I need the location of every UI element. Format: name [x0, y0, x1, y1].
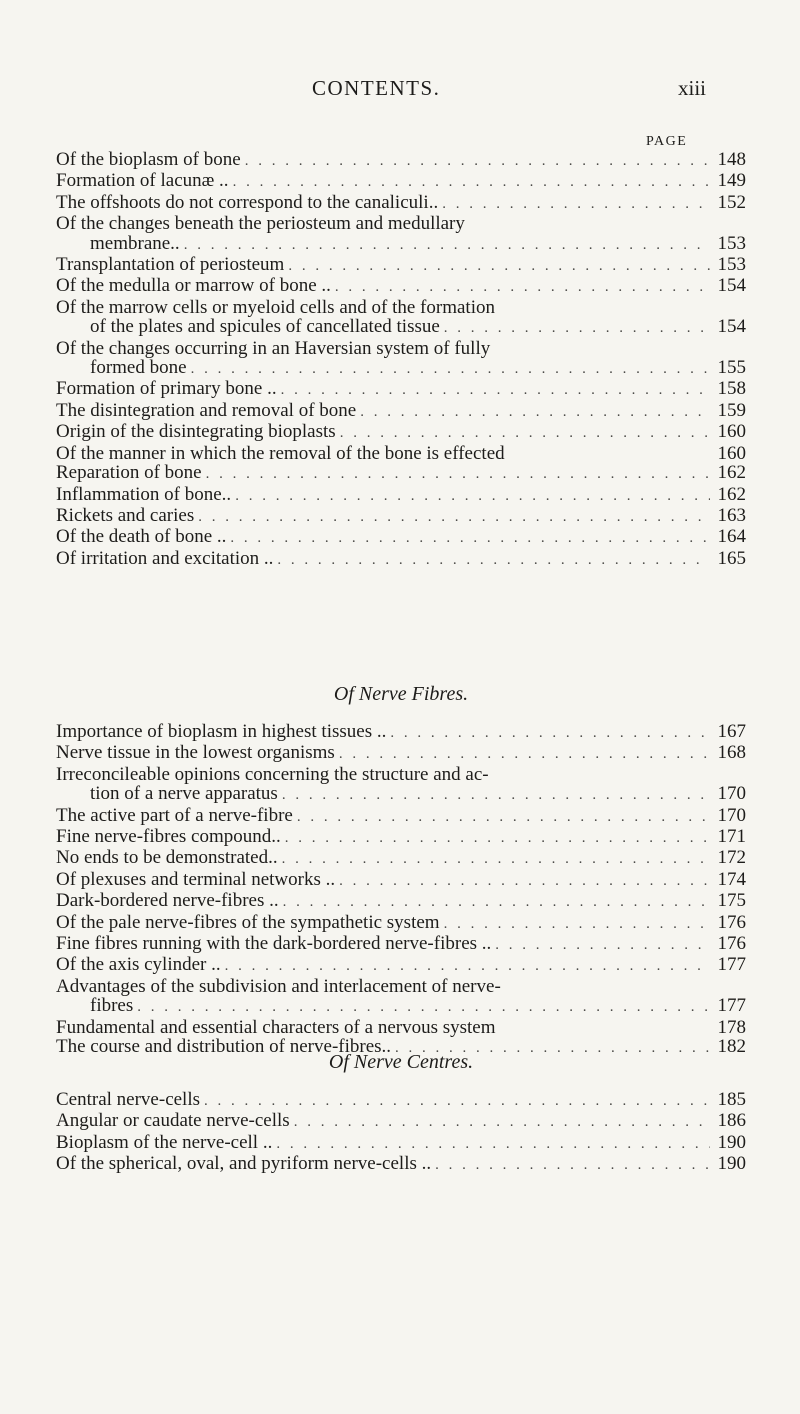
toc-entry: [56, 339, 746, 358]
toc-entry-title: tion of a nerve apparatus: [90, 783, 278, 805]
section-heading-nerve-fibres: Of Nerve Fibres.: [333, 683, 469, 705]
dot-leader: [284, 257, 710, 276]
toc-entry-title: Importance of bioplasm in highest tissues ..: [56, 721, 387, 742]
toc-entry-page: 175: [717, 890, 746, 912]
toc-entry-page: 177: [717, 954, 746, 976]
dot-leader: [278, 786, 710, 805]
toc-entry: [56, 1133, 746, 1154]
toc-entry-title: Of the bioplasm of bone: [56, 149, 241, 170]
toc-entry: [56, 996, 746, 1017]
toc-entry-title: Angular or caudate nerve-cells: [56, 1110, 290, 1132]
page-number: xiii: [678, 76, 707, 100]
toc-entry-title: Central nerve-cells: [56, 1089, 201, 1110]
toc-entry-title: Advantages of the subdivision and interlacement of nerve-: [56, 975, 501, 997]
toc-entry-title: The course and distribution of nerve-fibres..: [56, 1036, 392, 1058]
toc-entry: [56, 193, 746, 214]
toc-entry-title: Of the medulla or marrow of bone ..: [56, 275, 331, 297]
running-title: CONTENTS.: [312, 76, 441, 100]
toc-section-nerve-fibres: [56, 722, 746, 1059]
dot-leader: [386, 724, 710, 743]
toc-entry: [56, 870, 746, 891]
toc-entry: [56, 848, 746, 869]
dot-leader: [241, 152, 710, 171]
dot-leader: [180, 236, 710, 255]
dot-leader: [293, 808, 710, 827]
toc-entry: [56, 1090, 746, 1111]
dot-leader: [331, 278, 710, 297]
toc-entry-page: 149: [717, 170, 746, 192]
toc-entry-page: 174: [717, 868, 746, 890]
toc-entry: [56, 934, 746, 955]
toc-entry-page: 190: [717, 1131, 746, 1153]
toc-entry: [56, 765, 746, 784]
dot-leader: [277, 381, 710, 400]
dot-leader: [231, 487, 710, 506]
toc-entry: [56, 444, 746, 463]
toc-entry: [56, 1018, 746, 1037]
toc-entry: [56, 401, 746, 422]
toc-entry-title: Of plexuses and terminal networks ..: [56, 868, 336, 890]
toc-entry-title: membrane..: [90, 232, 180, 254]
toc-entry-title: Of irritation and excitation ..: [56, 547, 274, 569]
toc-entry-title: Of the death of bone ..: [56, 526, 227, 548]
toc-entry-page: 160: [717, 442, 746, 464]
toc-entry-title: The active part of a nerve-fibre: [56, 804, 293, 826]
dot-leader: [279, 893, 710, 912]
toc-entry: [56, 1111, 746, 1132]
toc-entry-page: 186: [717, 1110, 746, 1132]
toc-entry-title: of the plates and spicules of cancellated tissue: [90, 316, 440, 338]
toc-entry-page: 190: [717, 1153, 746, 1175]
dot-leader: [356, 403, 710, 422]
toc-entry-page: 158: [717, 378, 746, 400]
toc-entry-title: Rickets and caries: [56, 504, 195, 526]
toc-entry-title: Dark-bordered nerve-fibres ..: [56, 890, 279, 912]
toc-entry-title: The disintegration and removal of bone: [56, 399, 357, 421]
toc-entry: [56, 150, 746, 171]
toc-entry-title: fibres: [90, 995, 134, 1017]
toc-entry-title: Of the changes occurring in an Haversian system of fully: [56, 337, 491, 359]
dot-leader: [278, 850, 710, 869]
toc-entry: [56, 234, 746, 255]
toc-entry: [56, 463, 746, 484]
toc-entry: [56, 255, 746, 276]
dot-leader: [335, 872, 710, 891]
toc-entry: [56, 743, 746, 764]
dot-leader: [202, 465, 710, 484]
toc-entry: [56, 422, 746, 443]
toc-entry-title: Formation of primary bone ..: [56, 378, 277, 400]
toc-entry-title: No ends to be demonstrated..: [56, 847, 278, 869]
dot-leader: [281, 829, 710, 848]
toc-entry-title: Bioplasm of the nerve-cell ..: [56, 1131, 273, 1153]
toc-entry-page: 162: [717, 462, 746, 484]
toc-entry-title: The offshoots do not correspond to the canaliculi..: [56, 191, 439, 213]
toc-entry-page: 185: [717, 1089, 746, 1110]
toc-entry: [56, 298, 746, 317]
toc-entry-title: Fine nerve-fibres compound..: [56, 826, 281, 848]
toc-entry: [56, 171, 746, 192]
dot-leader: [438, 195, 710, 214]
dot-leader: [200, 1092, 710, 1111]
toc-entry-page: 162: [717, 483, 746, 505]
dot-leader: [133, 998, 710, 1017]
toc-entry: [56, 784, 746, 805]
toc-entry-title: Of the marrow cells or myeloid cells and of the formation: [56, 296, 495, 318]
dot-leader: [335, 745, 710, 764]
toc-entry-page: 163: [717, 504, 746, 526]
toc-entry-page: 154: [717, 316, 746, 338]
toc-entry-page: 172: [717, 847, 746, 869]
toc-entry-page: 160: [717, 421, 746, 443]
toc-entry: [56, 827, 746, 848]
toc-entry-page: 170: [717, 804, 746, 826]
toc-entry-title: Origin of the disintegrating bioplasts: [56, 421, 336, 443]
toc-entry-page: 148: [717, 149, 746, 170]
toc-entry: [56, 317, 746, 338]
toc-entry: [56, 214, 746, 233]
toc-entry: [56, 527, 746, 548]
toc-entry-page: 182: [717, 1036, 746, 1058]
toc-entry-title: Fine fibres running with the dark-bordered nerve-fibres ..: [56, 933, 492, 955]
toc-entry-title: Nerve tissue in the lowest organisms: [56, 742, 335, 764]
toc-entry-page: 155: [717, 357, 746, 379]
toc-section-bone: [56, 150, 746, 570]
toc-entry-page: 167: [717, 721, 746, 742]
toc-entry-page: 154: [717, 275, 746, 297]
dot-leader: [194, 508, 710, 527]
toc-entry-title: Of the changes beneath the periosteum and medullary: [56, 213, 465, 235]
toc-entry: [56, 1154, 746, 1175]
page-header: [0, 76, 800, 106]
toc-entry-title: Inflammation of bone..: [56, 483, 232, 505]
toc-section-nerve-centres: [56, 1090, 746, 1176]
toc-entry-page: 177: [717, 995, 746, 1017]
toc-entry: [56, 485, 746, 506]
dot-leader: [491, 936, 710, 955]
toc-entry: [56, 379, 746, 400]
toc-entry-page: 176: [717, 933, 746, 955]
toc-entry-page: 178: [717, 1016, 746, 1038]
dot-leader: [431, 1156, 710, 1175]
toc-entry-title: Transplantation of periosteum: [56, 254, 285, 276]
toc-entry: [56, 891, 746, 912]
toc-entry-page: 164: [717, 526, 746, 548]
toc-entry-title: Of the manner in which the removal of the bone is effected: [56, 442, 505, 464]
toc-entry-page: 159: [717, 399, 746, 421]
toc-entry-page: 153: [717, 254, 746, 276]
toc-entry-page: 165: [717, 547, 746, 569]
toc-entry-page: 170: [717, 783, 746, 805]
toc-entry-page: 171: [717, 826, 746, 848]
dot-leader: [290, 1113, 710, 1132]
dot-leader: [221, 957, 710, 976]
toc-entry-title: Reparation of bone: [56, 462, 202, 484]
toc-entry: [56, 276, 746, 297]
dot-leader: [336, 424, 710, 443]
toc-entry-title: Irreconcileable opinions concerning the structure and ac-: [56, 763, 489, 785]
toc-entry: [56, 977, 746, 996]
toc-entry: [56, 955, 746, 976]
dot-leader: [273, 551, 710, 570]
toc-entry-title: Of the spherical, oval, and pyriform nerve-cells ..: [56, 1153, 432, 1175]
toc-entry-title: Of the axis cylinder ..: [56, 954, 221, 976]
dot-leader: [229, 173, 710, 192]
toc-entry-title: Fundamental and essential characters of a nervous system: [56, 1016, 496, 1038]
toc-entry-page: 153: [717, 232, 746, 254]
dot-leader: [187, 360, 710, 379]
toc-entry-page: 152: [717, 191, 746, 213]
dot-leader: [272, 1135, 710, 1154]
toc-entry: [56, 913, 746, 934]
toc-entry: [56, 358, 746, 379]
toc-entry: [56, 722, 746, 743]
toc-entry-title: Formation of lacunæ ..: [56, 170, 229, 192]
toc-entry-page: 176: [717, 911, 746, 933]
toc-entry-title: Of the pale nerve-fibres of the sympathetic system: [56, 911, 440, 933]
toc-entry: [56, 506, 746, 527]
toc-entry-title: formed bone: [90, 357, 187, 379]
toc-entry: [56, 549, 746, 570]
dot-leader: [440, 319, 710, 338]
dot-leader: [440, 915, 710, 934]
toc-entry-page: 168: [717, 742, 746, 764]
section-heading-nerve-centres: Of Nerve Centres.: [328, 1051, 474, 1073]
page-column-label: PAGE: [646, 134, 688, 149]
toc-entry: [56, 806, 746, 827]
dot-leader: [226, 529, 710, 548]
